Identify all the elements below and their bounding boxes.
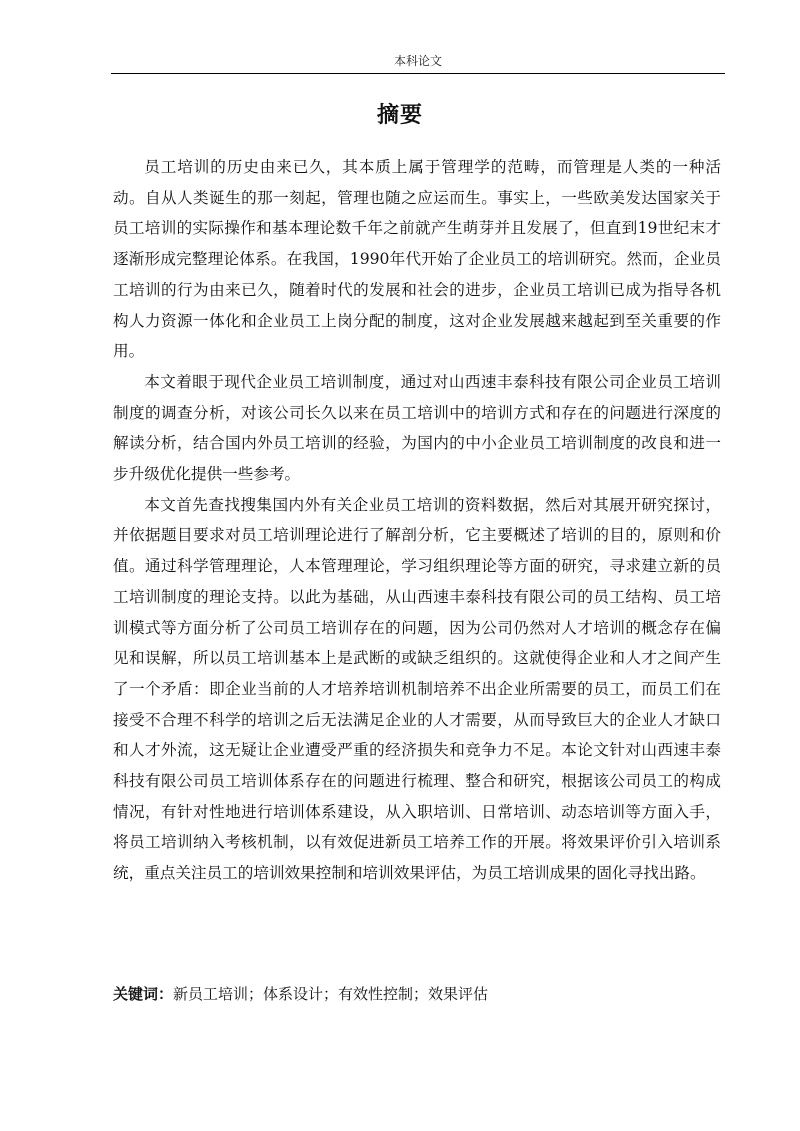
abstract-body (113, 152, 721, 889)
running-header: 本科论文 (393, 54, 442, 68)
abstract-paragraph: 本文着眼于现代企业员工培训制度，通过对山西速丰泰科技有限公司企业员工培训制度的调查分析，对该公司长久以来在员工培训中的培训方式和存在的问题进行深度的解读分析，结合国内外员工培训的经验，为国内的中小企业员工培训制度的改良和进一步升级优化提供一些参考。 (113, 372, 721, 484)
abstract-paragraph: 员工培训的历史由来已久，其本质上属于管理学的范畴，而管理是人类的一种活动。自从人类诞生的那一刻起，管理也随之应运而生。事实上，一些欧美发达国家关于员工培训的实际操作和基本理论数千年之前就产生萌芽并且发展了，但直到19世纪末才逐渐形成完整理论体系。在我国，1990年代开始了企业员工的培训研究。然而，企业员工培训的行为由来已久，随着时代的发展和社会的进步，企业员工培训已成为指导各机构人力资源一体化和企业员工上岗分配的制度，这对企业发展越来越起到至关重要的作用。 (113, 158, 721, 361)
keywords-line (113, 982, 721, 1006)
abstract-title: 摘要 (376, 103, 423, 128)
keywords-text: 新员工培训；体系设计；有效性控制；效果评估 (173, 985, 489, 1003)
keywords-label: 关键词： (113, 985, 174, 1003)
abstract-paragraph: 本文首先查找搜集国内外有关企业员工培训的资料数据，然后对其展开研究探讨，并依据题目要求对员工培训理论进行了解剖分析，它主要概述了培训的目的，原则和价值。通过科学管理理论，人本管理理论，学习组织理论等方面的研究，寻求建立新的员工培训制度的理论支持。以此为基础，从山西速丰泰科技有限公司的员工结构、员工培训模式等方面分析了公司员工培训存在的问题，因为公司仍然对人才培训的概念存在偏见和误解，所以员工培训基本上是武断的或缺乏组织的。这就使得企业和人才之间产生了一个矛盾：即企业当前的人才培养培训机制培养不出企业所需要的员工，而员工们在接受不合理不科学的培训之后无法满足企业的人才需要，从而导致巨大的企业人才缺口和人才外流，这无疑让企业遭受严重的经济损失和竞争力不足。本论文针对山西速丰泰科技有限公司员工培训体系存在的问题进行梳理、整合和研究，根据该公司员工的构成情况，有针对性地进行培训体系建设，从入职培训、日常培训、动态培训等方面入手，将员工培训纳入考核机制，以有效促进新员工培养工作的开展。将效果评价引入培训系统，重点关注员工的培训效果控制和培训效果评估，为员工培训成果的固化寻找出路。 (113, 495, 721, 883)
header-divider (111, 73, 725, 74)
